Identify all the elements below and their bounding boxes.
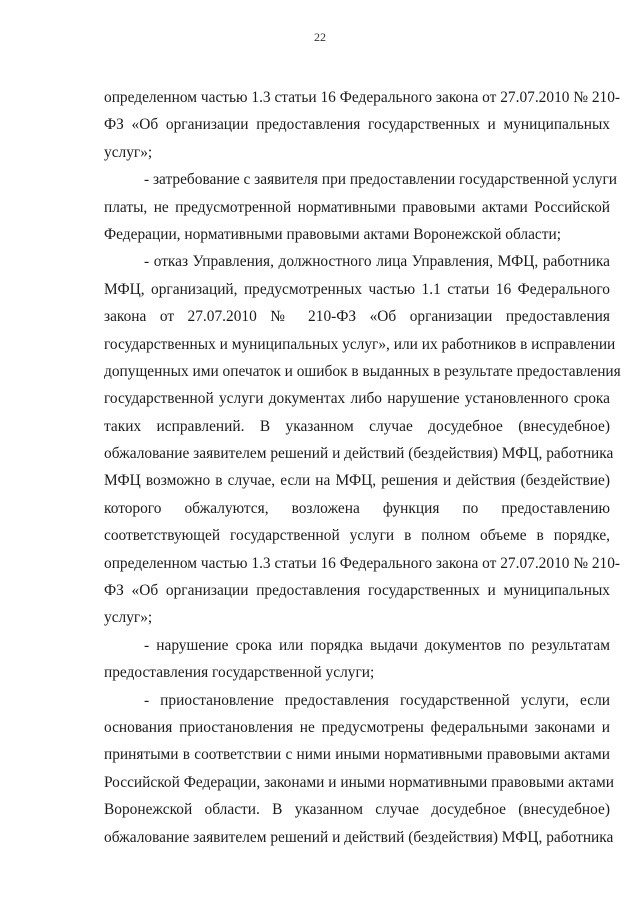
paragraph-continuation <box>104 84 621 166</box>
text-line: основания приостановления не предусмотрены федеральными законами и <box>104 718 610 736</box>
text-line: государственной услуги документах либо нарушение установленного срока <box>104 390 610 408</box>
text-line: услуг»; <box>104 609 153 627</box>
text-line: определенном частью 1.3 статьи 16 Федерального закона от 27.07.2010 № 210- <box>104 89 621 106</box>
text-line: принятыми в соответствии с ними иными нормативными правовыми актами <box>104 746 610 764</box>
page-number: 22 <box>314 30 326 44</box>
text-line: соответствующей государственной услуги в полном объеме в порядке, <box>104 527 610 545</box>
text-line: обжалование заявителем решений и действий (бездействия) МФЦ, работника <box>104 445 614 463</box>
text-line: предоставления государственной услуги; <box>104 664 375 682</box>
text-line: Федерации, нормативными правовыми актами Воронежской области; <box>104 225 561 243</box>
text-line: Воронежской области. В указанном случае досудебное (внесудебное) <box>104 801 610 819</box>
text-line: государственных и муниципальных услуг», или их работников в исправлении <box>104 335 616 353</box>
text-line: - отказ Управления, должностного лица Управления, МФЦ, работника <box>144 253 610 271</box>
paragraph-deadline-violation <box>104 632 610 687</box>
text-line: МФЦ возможно в случае, если на МФЦ, решения и действия (бездействие) <box>104 472 610 490</box>
text-line: - приостановление предоставления государственной услуги, если <box>144 691 610 709</box>
text-line: ФЗ «Об организации предоставления государственных и муниципальных <box>104 582 610 600</box>
document-body <box>104 84 621 851</box>
text-line: платы, не предусмотренной нормативными правовыми актами Российской <box>104 198 610 216</box>
text-line: - затребование с заявителя при предоставлении государственной услуги <box>144 171 618 189</box>
text-line: - нарушение срока или порядка выдачи документов по результатам <box>144 636 610 654</box>
text-line: МФЦ, организаций, предусмотренных частью 1.1 статьи 16 Федерального <box>104 280 610 298</box>
text-line: услуг»; <box>104 143 153 161</box>
text-line: закона от 27.07.2010 № 210-ФЗ «Об организации предоставления <box>104 308 610 326</box>
paragraph-fee-requirement <box>104 166 618 248</box>
paragraph-refusal-correction <box>104 248 621 631</box>
text-line: ФЗ «Об организации предоставления государственных и муниципальных <box>104 116 610 134</box>
paragraph-suspension <box>104 687 614 851</box>
text-line: определенном частью 1.3 статьи 16 Федерального закона от 27.07.2010 № 210- <box>104 554 621 572</box>
text-line: таких исправлений. В указанном случае досудебное (внесудебное) <box>104 417 610 435</box>
text-line: Российской Федерации, законами и иными нормативными правовыми актами <box>104 773 614 791</box>
text-line: которого обжалуются, возложена функция по предоставлению <box>104 499 610 517</box>
text-line: допущенных ими опечаток и ошибок в выданных в результате предоставления <box>104 362 621 380</box>
text-line: обжалование заявителем решений и действий (бездействия) МФЦ, работника <box>104 828 614 846</box>
